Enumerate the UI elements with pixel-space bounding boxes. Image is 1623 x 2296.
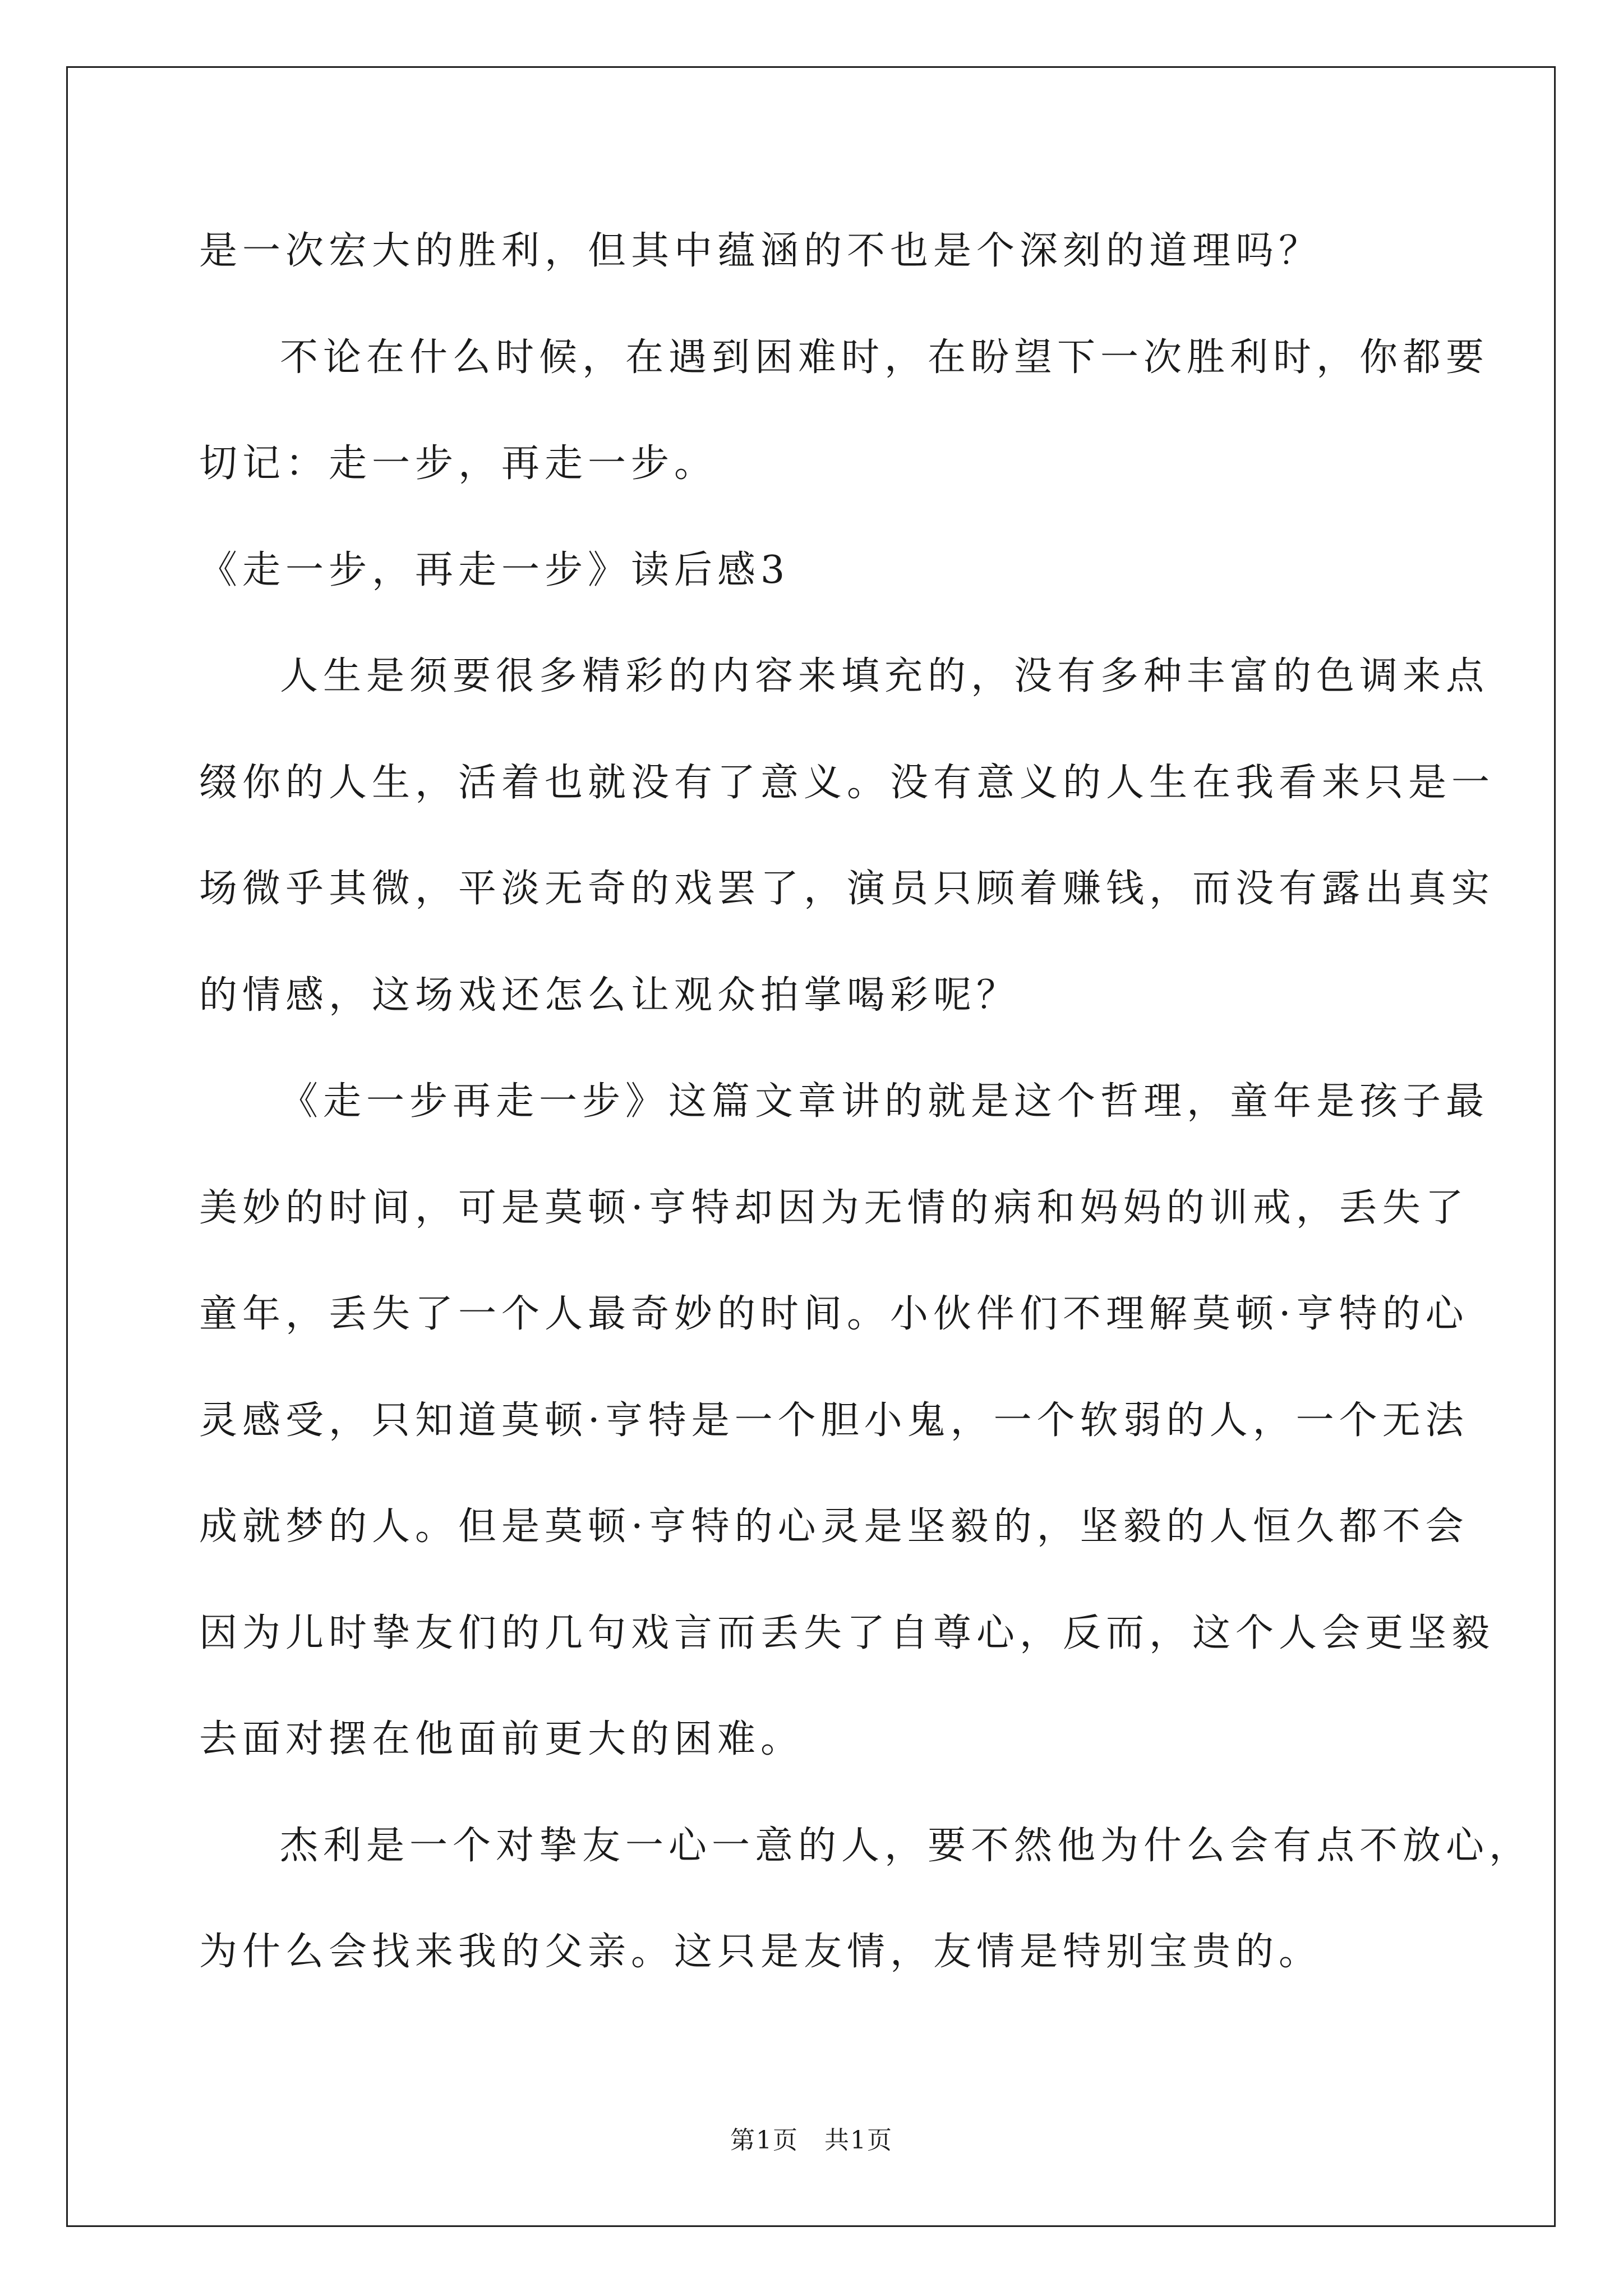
text-line: 《走一步再走一步》这篇文章讲的就是这个哲理，童年是孩子最 xyxy=(280,1079,1490,1124)
text-line: 场微乎其微，平淡无奇的戏罢了，演员只顾着赚钱，而没有露出真实 xyxy=(199,867,1495,911)
text-line: 不论在什么时候，在遇到困难时，在盼望下一次胜利时，你都要 xyxy=(280,335,1490,380)
text-line: 成就梦的人。但是莫顿·亨特的心灵是坚毅的，坚毅的人恒久都不会 xyxy=(199,1504,1469,1549)
page-border xyxy=(66,66,1556,2227)
text-line: 人生是须要很多精彩的内容来填充的，没有多种丰富的色调来点 xyxy=(280,654,1490,698)
page-footer: 第1页 共1页 xyxy=(730,2126,893,2155)
text-line: 缀你的人生，活着也就没有了意义。没有意义的人生在我看来只是一 xyxy=(199,761,1495,805)
text-line: 童年，丢失了一个人最奇妙的时间。小伙伴们不理解莫顿·亨特的心 xyxy=(199,1292,1469,1336)
text-line: 是一次宏大的胜利，但其中蕴涵的不也是个深刻的道理吗？ xyxy=(199,229,1322,273)
section-heading: 《走一步，再走一步》读后感3 xyxy=(199,548,790,592)
text-line: 去面对摆在他面前更大的困难。 xyxy=(199,1717,804,1761)
text-line: 切记：走一步，再走一步。 xyxy=(199,441,718,486)
text-line: 的情感，这场戏还怎么让观众拍掌喝彩呢？ xyxy=(199,973,1020,1018)
text-line: 灵感受，只知道莫顿·亨特是一个胆小鬼，一个软弱的人，一个无法 xyxy=(199,1398,1469,1443)
text-line: 为什么会找来我的父亲。这只是友情，友情是特别宝贵的。 xyxy=(199,1930,1322,1974)
text-line: 因为儿时挚友们的几句戏言而丢失了自尊心，反而，这个人会更坚毅 xyxy=(199,1611,1495,1655)
text-line: 美妙的时间，可是莫顿·亨特却因为无情的病和妈妈的训戒，丢失了 xyxy=(199,1186,1469,1230)
text-line: 杰利是一个对挚友一心一意的人，要不然他为什么会有点不放心， xyxy=(280,1824,1533,1868)
